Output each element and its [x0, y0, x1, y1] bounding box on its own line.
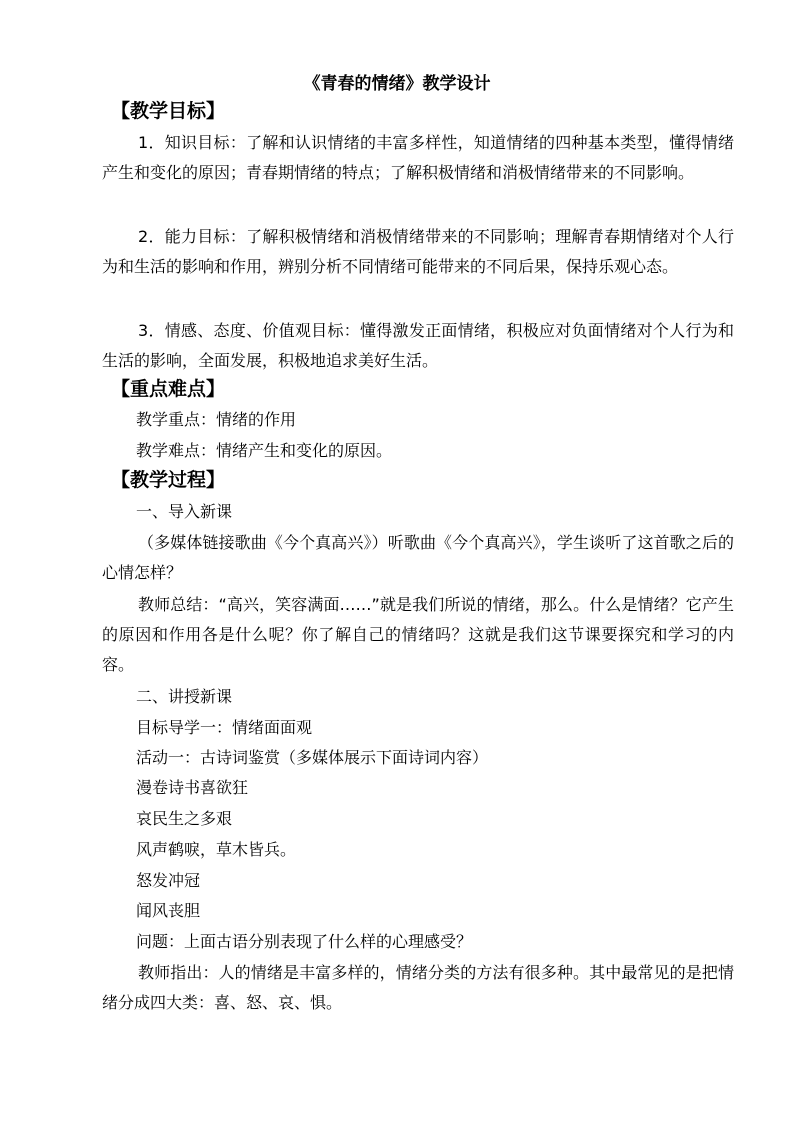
part1-summary: 教师总结：“高兴，笑容满面……”就是我们所说的情绪，那么。什么是情绪？它产生的原因和作用各是什么呢？你了解自己的情绪吗？这就是我们这节课要探究和学习的内容。	[102, 595, 734, 674]
section-heading-process: 【教学过程】	[111, 469, 226, 491]
goal1-title: 目标导学一：情绪面面观	[136, 718, 313, 737]
section-heading-key-points: 【重点难点】	[111, 378, 226, 400]
poem-line: 闻风丧胆	[136, 901, 201, 920]
activity1-title: 活动一：古诗词鉴赏（多媒体展示下面诗词内容）	[136, 748, 489, 767]
part1-title: 一、导入新课	[136, 502, 233, 521]
poem-line: 漫卷诗书喜欲狂	[136, 778, 249, 797]
goal-values: 3．情感、态度、价值观目标：懂得激发正面情绪，积极应对负面情绪对个人行为和生活的影响，全面发展，积极地追求美好生活。	[102, 321, 734, 370]
goal-knowledge: 1．知识目标：了解和认识情绪的丰富多样性，知道情绪的四种基本类型，懂得情绪产生和变化的原因；青春期情绪的特点；了解积极情绪和消极情绪带来的不同影响。	[102, 133, 734, 182]
poem-line: 风声鹤唳，草木皆兵。	[136, 840, 297, 859]
part1-text: （多媒体链接歌曲《今个真高兴》）听歌曲《今个真高兴》，学生谈听了这首歌之后的心情怎样？	[102, 533, 734, 582]
poem-line: 怒发冲冠	[136, 871, 201, 890]
teacher-point: 教师指出：人的情绪是丰富多样的，情绪分类的方法有很多种。其中最常见的是把情绪分成四大类：喜、怒、哀、惧。	[102, 963, 734, 1012]
section-heading-goals: 【教学目标】	[111, 100, 226, 122]
question-text: 问题：上面古语分别表现了什么样的心理感受？	[136, 932, 473, 951]
teaching-difficulty: 教学难点：情绪产生和变化的原因。	[136, 441, 393, 460]
goal-ability: 2．能力目标：了解积极情绪和消极情绪带来的不同影响；理解青春期情绪对个人行为和生活的影响和作用，辨别分析不同情绪可能带来的不同后果，保持乐观心态。	[102, 227, 734, 276]
teaching-focus: 教学重点：情绪的作用	[136, 410, 297, 429]
document-title: 《青春的情绪》教学设计	[303, 74, 491, 94]
poem-line: 哀民生之多艰	[136, 809, 233, 828]
part2-title: 二、讲授新课	[136, 687, 233, 706]
